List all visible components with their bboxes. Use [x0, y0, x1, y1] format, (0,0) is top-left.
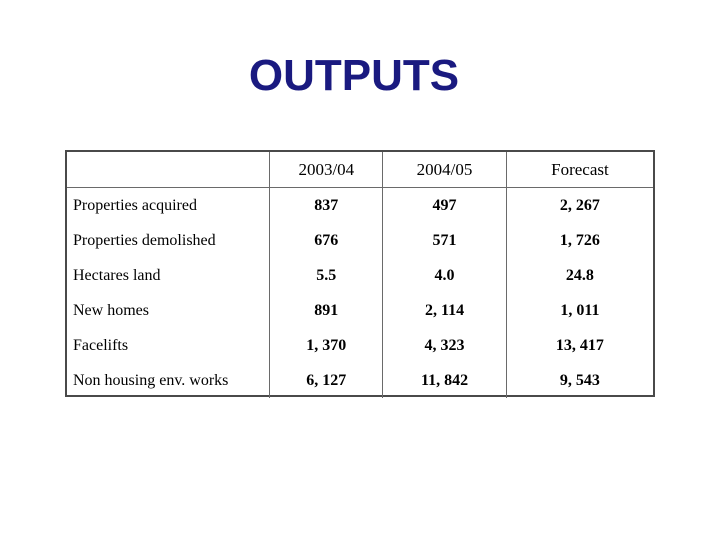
row-label: New homes: [73, 301, 149, 319]
row-label: Properties demolished: [73, 231, 216, 249]
cell-2003-04: 5.5: [270, 258, 383, 293]
cell-forecast: 2, 267: [506, 188, 653, 224]
cell-2004-05: 4.0: [383, 258, 507, 293]
cell-2004-05: 2, 114: [383, 293, 507, 328]
slide-title: OUTPUTS: [248, 51, 460, 100]
row-label: Hectares land: [73, 266, 161, 284]
table-row: [67, 188, 653, 224]
cell-2003-04: 6, 127: [270, 363, 383, 398]
cell-2003-04: 676: [270, 223, 383, 258]
cell-2003-04: 837: [270, 188, 383, 224]
row-label: Facelifts: [73, 336, 129, 354]
outputs-table-frame: [65, 150, 655, 397]
table-row: [67, 293, 653, 328]
cell-forecast: 24.8: [506, 258, 653, 293]
cell-2004-05: 497: [383, 188, 507, 224]
header-2003-04: 2003/04: [270, 152, 383, 188]
cell-2004-05: 571: [383, 223, 507, 258]
table-row: [67, 223, 653, 258]
table-row: [67, 363, 653, 398]
cell-forecast: 1, 726: [506, 223, 653, 258]
row-label: Properties acquired: [73, 196, 197, 214]
cell-2003-04: 891: [270, 293, 383, 328]
outputs-table: [67, 152, 653, 398]
cell-forecast: 1, 011: [506, 293, 653, 328]
cell-2003-04: 1, 370: [270, 328, 383, 363]
table-row: [67, 328, 653, 363]
header-empty-cell: [67, 152, 270, 188]
cell-2004-05: 11, 842: [383, 363, 507, 398]
header-forecast: Forecast: [506, 152, 653, 188]
cell-forecast: 13, 417: [506, 328, 653, 363]
table-row: [67, 258, 653, 293]
cell-2004-05: 4, 323: [383, 328, 507, 363]
header-2004-05: 2004/05: [383, 152, 507, 188]
row-label: Non housing env. works: [73, 371, 229, 389]
header-row: [67, 152, 653, 188]
cell-forecast: 9, 543: [506, 363, 653, 398]
